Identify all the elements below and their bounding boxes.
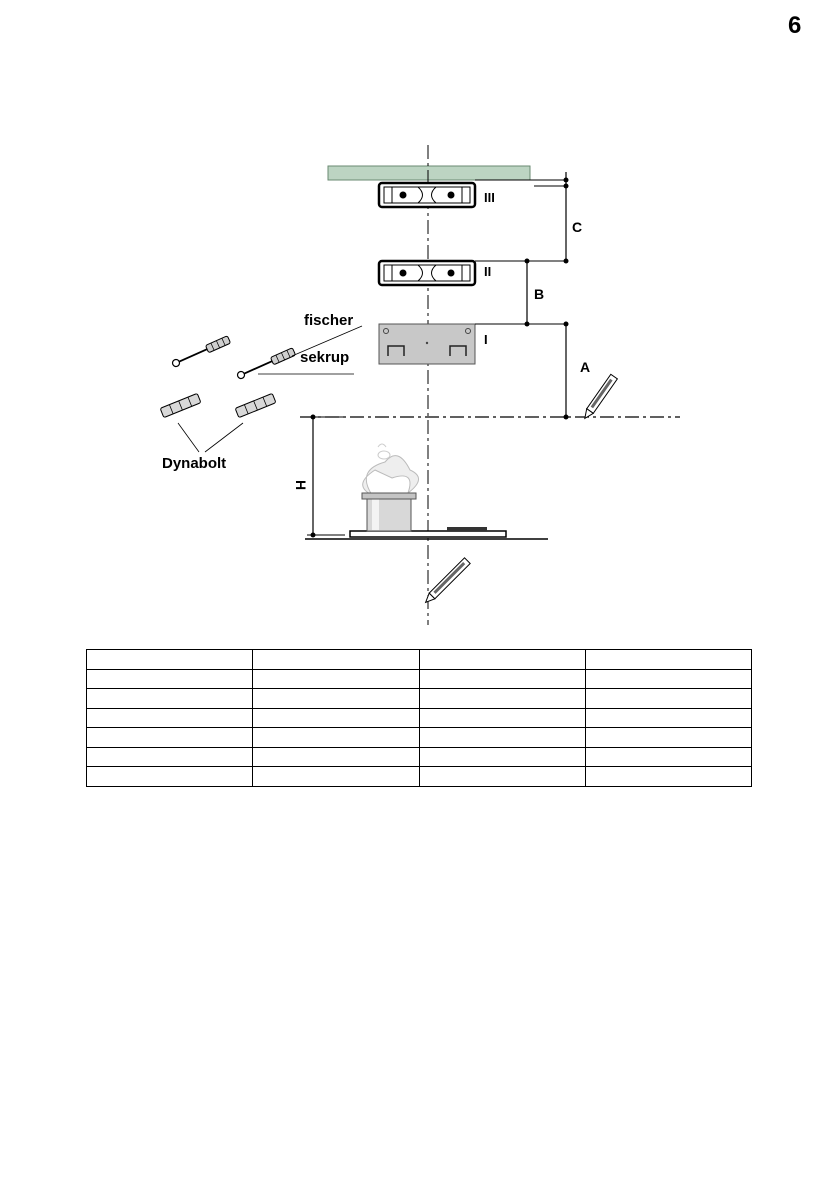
table-cell bbox=[585, 669, 751, 689]
table-row bbox=[87, 650, 752, 670]
table-row bbox=[87, 767, 752, 787]
table-cell bbox=[585, 747, 751, 767]
table-cell bbox=[419, 689, 585, 709]
table-cell bbox=[253, 669, 419, 689]
bracket-label-iii: III bbox=[484, 190, 495, 205]
table-cell bbox=[87, 669, 253, 689]
table-cell bbox=[419, 728, 585, 748]
dimension-label-h: H bbox=[293, 479, 309, 491]
table-cell bbox=[419, 650, 585, 670]
bracket-label-ii: II bbox=[484, 264, 492, 279]
bracket-label-i: I bbox=[484, 332, 488, 347]
table-cell bbox=[419, 767, 585, 787]
bracket-top bbox=[379, 183, 475, 207]
table-cell bbox=[87, 689, 253, 709]
dimension-label-b: B bbox=[534, 286, 545, 302]
table-cell bbox=[253, 689, 419, 709]
cooktop bbox=[305, 527, 548, 539]
table-cell bbox=[87, 650, 253, 670]
table-cell bbox=[253, 708, 419, 728]
table-row bbox=[87, 689, 752, 709]
dynabolt-icon-right bbox=[235, 393, 276, 417]
dimension-h bbox=[307, 415, 345, 538]
table-cell bbox=[585, 689, 751, 709]
table-cell bbox=[585, 708, 751, 728]
table-cell bbox=[87, 708, 253, 728]
table-cell bbox=[585, 728, 751, 748]
table-cell bbox=[585, 650, 751, 670]
spec-table bbox=[86, 649, 752, 787]
table-cell bbox=[419, 669, 585, 689]
dimension-a bbox=[475, 322, 569, 420]
table-cell bbox=[585, 767, 751, 787]
table-cell bbox=[419, 747, 585, 767]
sekrup-label: sekrup bbox=[300, 349, 350, 366]
pot-icon bbox=[362, 444, 419, 531]
table-row bbox=[87, 728, 752, 748]
table-cell bbox=[253, 650, 419, 670]
fischer-plug-icon bbox=[236, 348, 295, 380]
dynabolt-leader-right bbox=[205, 423, 243, 452]
ceiling bbox=[328, 166, 530, 180]
table-cell bbox=[87, 728, 253, 748]
dimension-label-a: A bbox=[580, 359, 591, 375]
page-number: 6 bbox=[788, 12, 802, 39]
pencil-icon-bottom bbox=[423, 558, 470, 605]
dynabolt-icon-left bbox=[160, 393, 201, 417]
table-row bbox=[87, 747, 752, 767]
table-cell bbox=[253, 747, 419, 767]
bracket-mid bbox=[379, 261, 475, 285]
table-row bbox=[87, 669, 752, 689]
table-cell bbox=[87, 747, 253, 767]
table-cell bbox=[419, 708, 585, 728]
dynabolt-leader-left bbox=[178, 423, 199, 452]
table-row bbox=[87, 708, 752, 728]
dynabolt-label: Dynabolt bbox=[162, 455, 227, 472]
bracket-low bbox=[379, 324, 475, 364]
screw-with-plug-icon bbox=[171, 336, 230, 368]
fischer-label: fischer bbox=[304, 312, 354, 329]
table-cell bbox=[87, 767, 253, 787]
dimension-label-c: C bbox=[572, 219, 583, 235]
table-cell bbox=[253, 767, 419, 787]
dimension-c bbox=[475, 172, 569, 264]
pencil-icon-right bbox=[582, 374, 618, 420]
table-cell bbox=[253, 728, 419, 748]
